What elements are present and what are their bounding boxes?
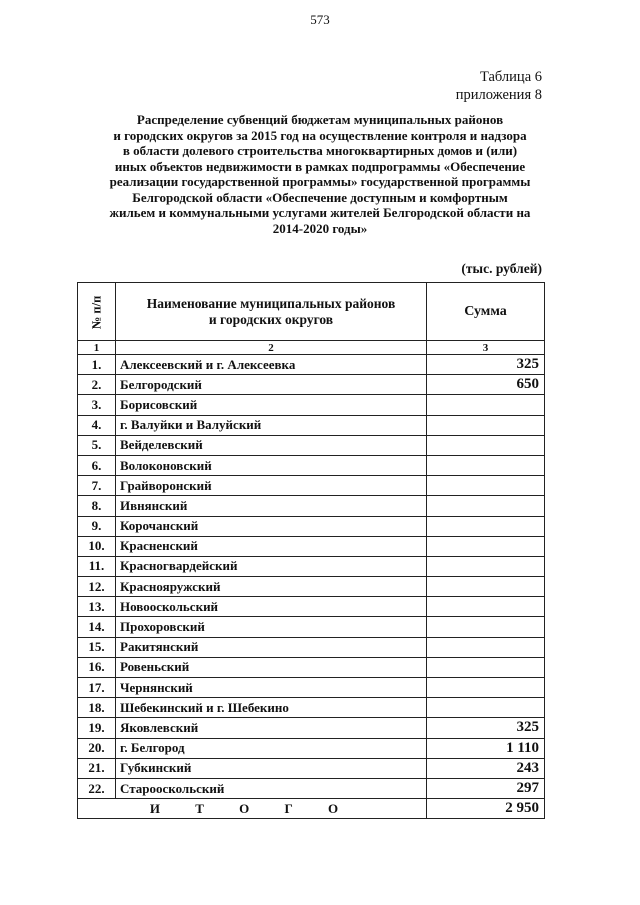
row-number: 17. [78,678,116,698]
title-line: иных объектов недвижимости в рамках подпрограммы «Обеспечение [114,158,526,174]
header-number [78,283,116,341]
row-sum [427,698,545,718]
units-label: (тыс. рублей) [461,261,542,276]
row-sum [427,597,545,617]
title-line: Распределение субвенций бюджетам муниципальных районов [136,112,504,127]
row-district-name: Краснояружский [116,577,427,597]
row-number: 18. [78,698,116,718]
row-number: 5. [78,435,116,455]
row-district-name: Чернянский [116,678,427,698]
row-sum [427,617,545,637]
row-sum [427,516,545,536]
row-sum [427,455,545,475]
row-district-name: Яковлевский [116,718,427,738]
row-district-name: Красненский [116,536,427,556]
row-district-name: Борисовский [116,395,427,415]
title-line: и городских округов за 2015 год на осуществление контроля и надзора [113,127,527,143]
subsidy-table [77,282,545,819]
row-district-name: Волоконовский [116,455,427,475]
table-row [78,617,545,637]
table-row [78,637,545,657]
row-district-name: Шебекинский и г. Шебекино [116,698,427,718]
title-line: жильем и коммунальными услугами жителей Белгородской области на [109,205,531,220]
table-row [78,355,545,375]
table-row [78,718,545,738]
table-header-row [78,283,545,341]
table-body [78,355,545,799]
row-sum: 650 [427,375,545,395]
row-number: 22. [78,778,116,798]
column-numbers-row [78,341,545,355]
header-name-line-1: Наименование муниципальных районов [146,295,396,311]
table-row [78,435,545,455]
row-number: 15. [78,637,116,657]
document-title [80,112,560,236]
total-row [78,799,545,819]
row-district-name: Вейделевский [116,435,427,455]
row-district-name: Ивнянский [116,496,427,516]
row-district-name: Ровеньский [116,657,427,677]
row-sum [427,637,545,657]
row-number: 1. [78,355,116,375]
row-sum [427,415,545,435]
column-number: 2 [116,341,427,355]
row-sum [427,577,545,597]
header-number-label: № п/п [88,295,103,329]
row-sum [427,476,545,496]
row-district-name: Новооскольский [116,597,427,617]
table-row [78,476,545,496]
row-sum [427,536,545,556]
header-name-line-2: и городских округов [208,311,334,327]
table-row [78,597,545,617]
title-line: в области долевого строительства многоквартирных домов и (или) [122,143,518,158]
title-line: 2014-2020 годы» [272,220,368,236]
row-district-name: Красногвардейский [116,556,427,576]
row-number: 8. [78,496,116,516]
row-district-name: Алексеевский и г. Алексеевка [116,355,427,375]
row-sum [427,395,545,415]
table-row [78,556,545,576]
row-number: 12. [78,577,116,597]
row-sum: 1 110 [427,738,545,758]
row-number: 16. [78,657,116,677]
table-row [78,455,545,475]
row-sum: 243 [427,758,545,778]
table-row [78,738,545,758]
caption-line-2: приложения 8 [455,87,542,103]
table-row [78,375,545,395]
column-number: 3 [427,341,545,355]
total-sum: 2 950 [427,799,545,819]
row-number: 4. [78,415,116,435]
row-number: 3. [78,395,116,415]
table-caption [456,68,542,104]
row-district-name: Прохоровский [116,617,427,637]
header-sum: Сумма [427,283,545,341]
row-district-name: г. Валуйки и Валуйский [116,415,427,435]
row-district-name: Ракитянский [116,637,427,657]
total-label: И Т О Г О [78,799,427,819]
row-district-name: Корочанский [116,516,427,536]
table-row [78,698,545,718]
table-row [78,758,545,778]
row-sum [427,556,545,576]
row-sum [427,657,545,677]
table-row [78,415,545,435]
row-sum [427,435,545,455]
title-line: реализации государственной программы» государственной программы [109,174,531,189]
header-name [116,283,427,341]
table-row [78,516,545,536]
row-district-name: Старооскольский [116,778,427,798]
row-sum: 297 [427,778,545,798]
title-line: Белгородской области «Обеспечение доступным и комфортным [132,189,508,205]
row-number: 2. [78,375,116,395]
table-row [78,536,545,556]
row-district-name: г. Белгород [116,738,427,758]
column-number: 1 [78,341,116,355]
row-number: 19. [78,718,116,738]
row-district-name: Грайворонский [116,476,427,496]
row-sum: 325 [427,355,545,375]
table-row [78,395,545,415]
row-district-name: Белгородский [116,375,427,395]
page-number: 573 [310,12,330,27]
row-number: 20. [78,738,116,758]
row-sum: 325 [427,718,545,738]
row-number: 11. [78,556,116,576]
row-district-name: Губкинский [116,758,427,778]
table-row [78,657,545,677]
table-row [78,678,545,698]
row-number: 9. [78,516,116,536]
row-number: 6. [78,455,116,475]
table-row [78,577,545,597]
row-number: 7. [78,476,116,496]
table-row [78,496,545,516]
row-sum [427,496,545,516]
table-row [78,778,545,798]
caption-line-1: Таблица 6 [479,69,542,85]
row-number: 13. [78,597,116,617]
row-sum [427,678,545,698]
row-number: 14. [78,617,116,637]
row-number: 21. [78,758,116,778]
row-number: 10. [78,536,116,556]
